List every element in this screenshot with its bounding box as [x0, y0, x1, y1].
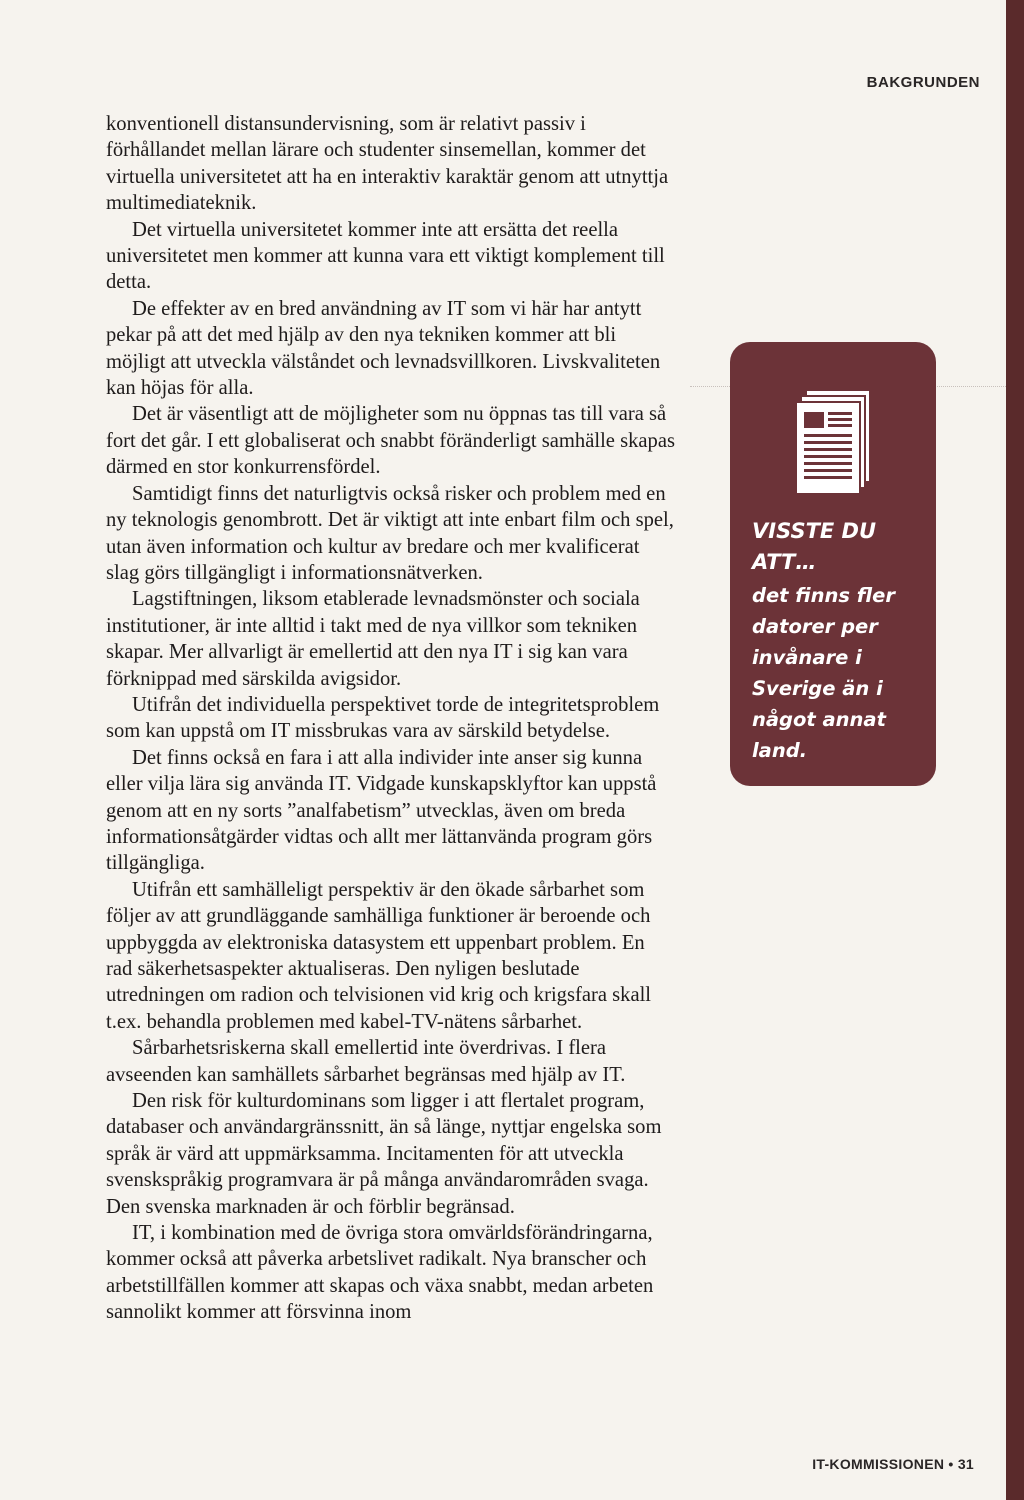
paragraph: Det virtuella universitetet kommer inte att ersätta det reella universitetet men kommer att kunna vara ett viktigt komplement till detta.	[106, 218, 665, 294]
fact-box-heading: VISSTE DU ATT…	[752, 519, 877, 574]
paragraph: Det finns också en fara i att alla individer inte anser sig kunna eller vilja lära sig använda IT. Vidgade kunskapsklyftor kan uppstå genom att en ny sorts ”analfabetism” utvecklas, även om breda informationsåtgärder vidtas och allt mer lättanvända program görs tillgängliga.	[106, 746, 657, 875]
fact-box	[730, 342, 936, 786]
paragraph: konventionell distansundervisning, som är relativt passiv i förhållandet mellan lärare och studenter sinsemellan, kommer det virtuella universitetet att ha en interaktiv karaktär genom att utnyttja multimediateknik.	[106, 113, 669, 215]
paragraph: Sårbarhetsriskerna skall emellertid inte överdrivas. I flera avseenden kan samhällets sårbarhet begränsas med hjälp av IT.	[106, 1037, 626, 1086]
paragraph: Samtidigt finns det naturligtvis också risker och problem med en ny teknologis genombrott. Det är viktigt att inte enbart film och spel, utan även information och kultur av bredare och mer kvalificerat slag görs tillgängligt i informationsnätverken.	[106, 482, 674, 584]
paragraph: Lagstiftningen, liksom etablerade levnadsmönster och sociala institutioner, är inte alltid i takt med de nya villkor som tekniken skapar. Mer allvarligt är emellertid att den nya IT i sig kan vara förknippad med särskilda avigsidor.	[106, 588, 640, 690]
paragraph: Det är väsentligt att de möjligheter som nu öppnas tas till vara så fort det går. I ett globaliserat och snabbt föränderligt samhälle skapas därmed en stor konkurrensfördel.	[106, 403, 676, 479]
paragraph: De effekter av en bred användning av IT som vi här har antytt pekar på att det med hjälp av den nya tekniken kommer att bli möjligt att utveckla välståndet och levnadsvillkoren. Livskvaliteten kan höjas för alla.	[106, 297, 661, 400]
page-footer: IT-KOMMISSIONEN • 31	[812, 1456, 974, 1472]
paragraph: IT, i kombination med de övriga stora omvärldsförändringarna, kommer också att påverka arbetslivet radikalt. Nya branscher och arbetstillfällen kommer att skapas och växa snabbt, medan arbeten sannolikt kommer att försvinna inom	[106, 1222, 654, 1324]
fact-box-text: det finns fler datorer per invånare i Sverige än i något annat land.	[752, 584, 895, 762]
section-label: BAKGRUNDEN	[866, 74, 980, 91]
paragraph: Den risk för kulturdominans som ligger i att flertalet program, databaser och användargränssnitt, än så länge, nyttjar engelska som språk är värd att uppmärksamma. Incitamenten för att utveckla svenskspråkig programvara är på många användarområden svaga. Den svenska marknaden är och förblir begränsad.	[106, 1090, 662, 1218]
body-text	[106, 111, 676, 1326]
paragraph: Utifrån det individuella perspektivet torde de integritetsproblem som kan uppstå om IT missbrukas vara av särskild betydelse.	[106, 693, 660, 743]
document-icon	[792, 388, 876, 498]
paragraph: Utifrån ett samhälleligt perspektiv är den ökade sårbarhet som följer av att grundläggande samhälliga funktioner är beroende och uppbyggda av elektroniska datasystem ett uppenbart problem. En rad säkerhetsaspekter aktualiseras. Den nyligen beslutade utredningen om radion och telvisionen vid krig och krigsfara skall t.ex. behandla problemen med kabel-TV-nätens sårbarhet.	[106, 878, 652, 1033]
